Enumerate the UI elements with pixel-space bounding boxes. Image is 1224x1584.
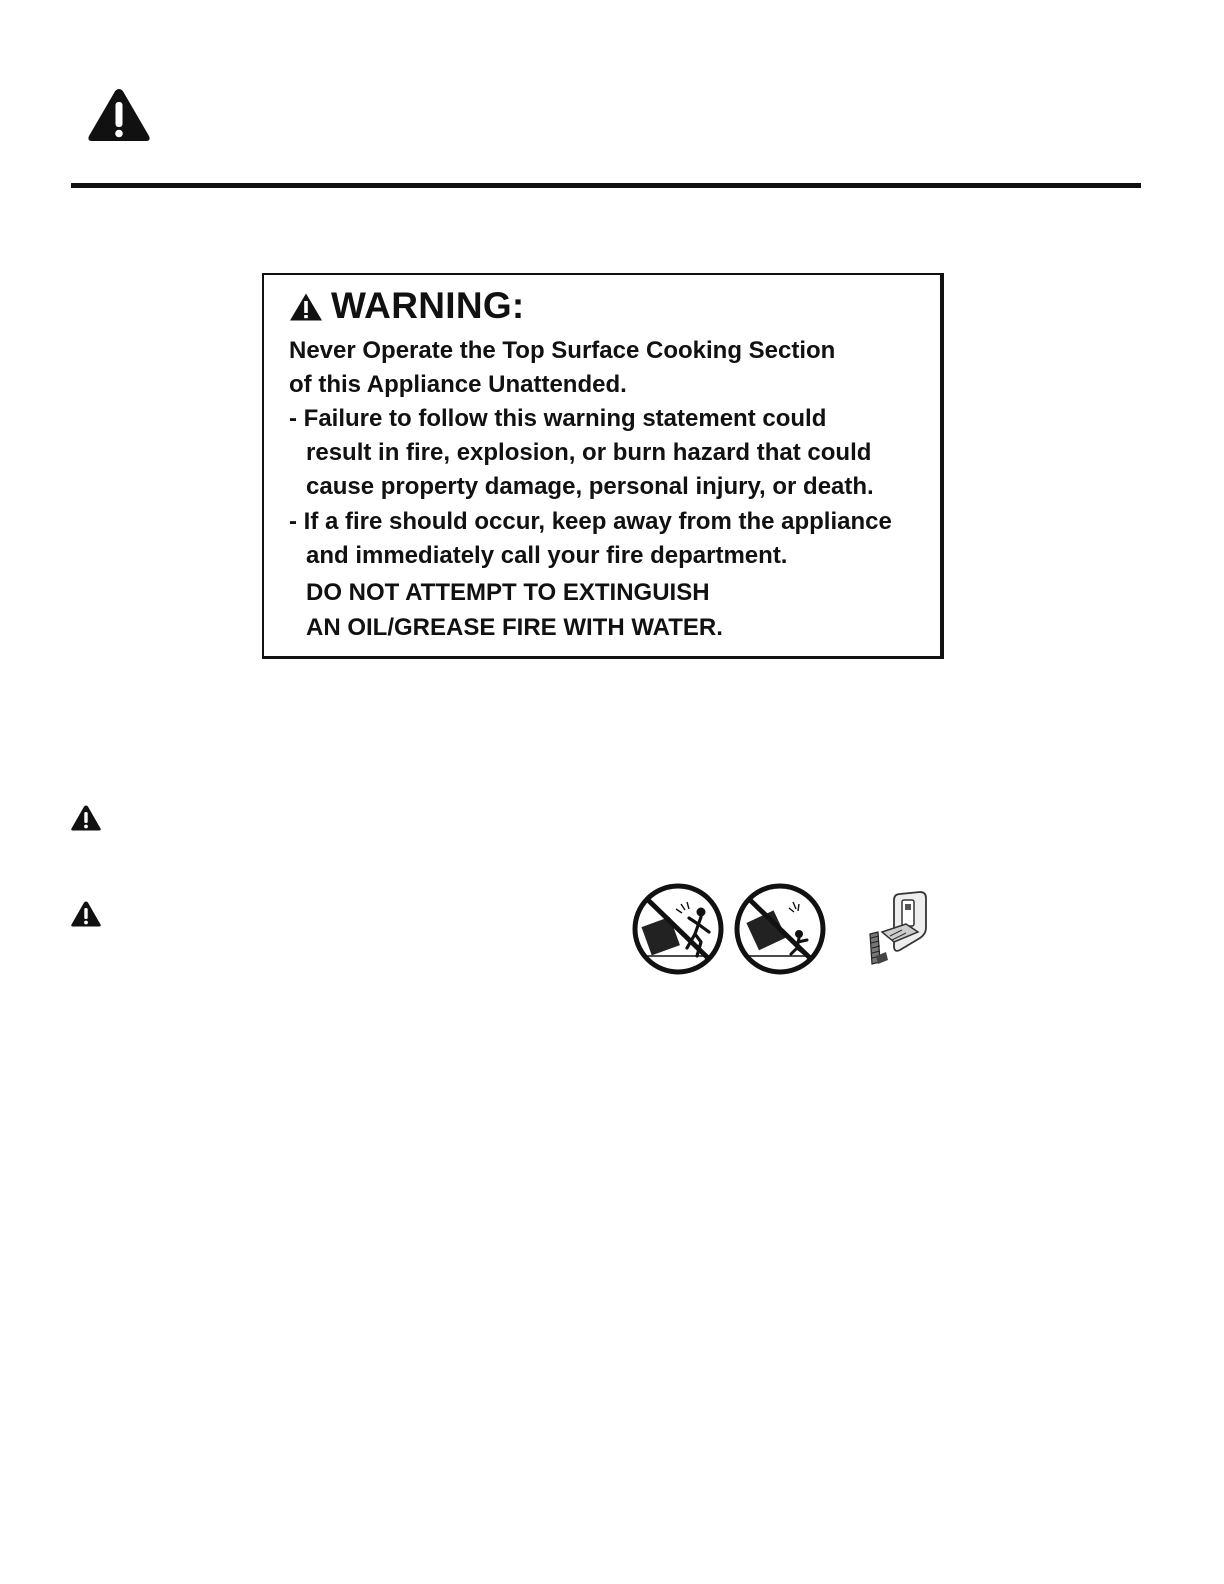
header-warning-triangle-icon <box>86 86 152 144</box>
warning-line: Never Operate the Top Surface Cooking Section <box>289 337 836 364</box>
warning-line: and immediately call your fire department. <box>306 542 788 569</box>
warning-title: WARNING: <box>331 285 525 326</box>
warning-caps-line: DO NOT ATTEMPT TO EXTINGUISH <box>306 579 710 606</box>
header-rule <box>71 183 1141 188</box>
warning-line: of this Appliance Unattended. <box>289 371 627 398</box>
warning-line: - If a fire should occur, keep away from the appliance <box>289 508 892 535</box>
side-warning-triangle-icon <box>70 804 102 832</box>
side-warning-triangle-icon <box>70 900 102 928</box>
no-child-tip-over-icon <box>733 882 827 976</box>
warning-title-triangle-icon <box>289 292 323 322</box>
no-adult-tip-over-icon <box>631 882 725 976</box>
warning-caps-line: AN OIL/GREASE FIRE WITH WATER. <box>306 614 723 641</box>
anti-tip-bracket-icon <box>862 888 930 972</box>
warning-line: cause property damage, personal injury, or death. <box>306 473 874 500</box>
warning-line: result in fire, explosion, or burn hazard that could <box>306 439 872 466</box>
warning-line: - Failure to follow this warning statement could <box>289 405 827 432</box>
